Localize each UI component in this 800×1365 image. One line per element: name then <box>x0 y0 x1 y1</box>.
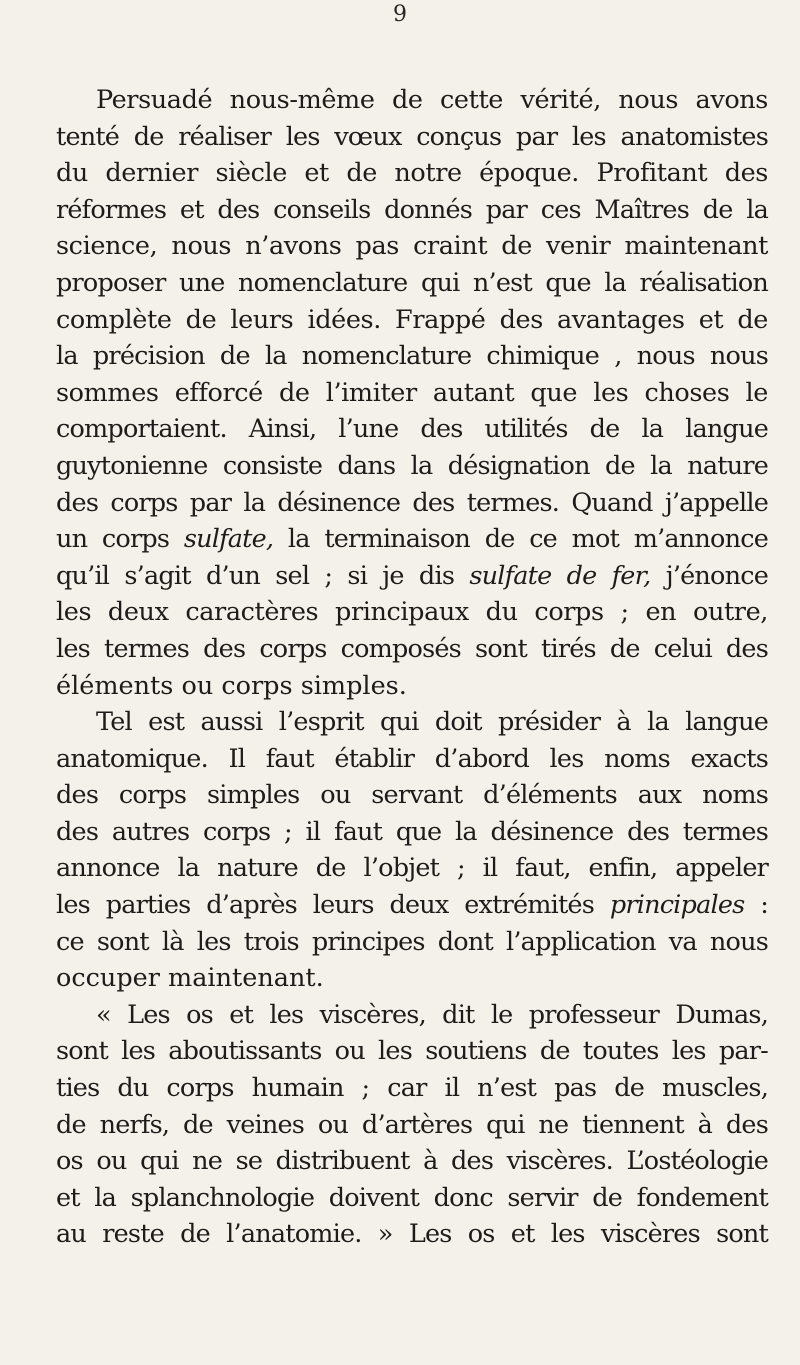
text-line: complète de leurs idées. Frappé des avantages et de <box>56 304 768 335</box>
page-number: 9 <box>393 2 407 27</box>
text-line: annonce la nature de l’objet ; il faut, enfin, appeler <box>56 853 768 884</box>
text-run: un corps <box>56 524 184 555</box>
text-run: la terminaison de ce mot m’annonce <box>273 524 768 555</box>
text-line: anatomique. Il faut établir d’abord les noms exacts <box>56 743 768 774</box>
text-line: guytonienne consiste dans la désignation de la nature <box>56 450 768 481</box>
text-line: éléments ou corps simples. <box>56 670 407 701</box>
text-line: du dernier siècle et de notre époque. Profitant des <box>56 158 768 189</box>
text-run: j’énonce <box>650 560 769 591</box>
text-line: des autres corps ; il faut que la désinence des termes <box>56 816 768 847</box>
text-run: qu’il s’agit d’un sel ; si je dis <box>56 560 470 591</box>
text-line <box>56 558 768 595</box>
text-line: science, nous n’avons pas craint de venir maintenant <box>56 231 768 262</box>
text-run: : <box>744 890 768 921</box>
text-line: sommes efforcé de l’imiter autant que les choses le <box>56 377 768 408</box>
text-line <box>56 887 768 924</box>
text-line <box>56 521 768 558</box>
text-line: comportaient. Ainsi, l’une des utilités de la langue <box>56 414 768 445</box>
text-line: sont les aboutissants ou les soutiens de toutes les par- <box>56 1036 768 1067</box>
text-line: des corps simples ou servant d’éléments aux noms <box>56 780 768 811</box>
italic-term: sulfate, <box>183 524 274 555</box>
body-text <box>56 82 768 1253</box>
text-line: ce sont là les trois principes dont l’application va nous <box>56 926 768 957</box>
text-line: les deux caractères principaux du corps ; en outre, <box>56 597 768 628</box>
text-run: les parties d’après leurs deux extrémités <box>56 890 610 921</box>
italic-term: principales <box>609 890 745 921</box>
text-line: et la splanchnologie doivent donc servir de fondement <box>56 1182 768 1213</box>
text-line: « Les os et les viscères, dit le professeur Dumas, <box>96 999 768 1030</box>
text-line: os ou qui ne se distribuent à des viscères. L’ostéologie <box>56 1146 768 1177</box>
text-line: réformes et des conseils donnés par ces Maîtres de la <box>56 194 768 225</box>
text-line: occuper maintenant. <box>56 963 324 994</box>
text-line: la précision de la nomenclature chimique , nous nous <box>56 341 768 372</box>
italic-term: sulfate de fer, <box>469 560 651 591</box>
text-line: proposer une nomenclature qui n’est que la réalisation <box>56 267 768 298</box>
text-line: Tel est aussi l’esprit qui doit présider à la langue <box>96 707 768 738</box>
text-line: Persuadé nous-même de cette vérité, nous avons <box>96 85 768 115</box>
text-line: tenté de réaliser les vœux conçus par les anatomistes <box>56 121 768 152</box>
text-line: ties du corps humain ; car il n’est pas de muscles, <box>56 1073 768 1104</box>
text-line: les termes des corps composés sont tirés de celui des <box>56 633 768 664</box>
text-line: au reste de l’anatomie. » Les os et les viscères sont <box>56 1219 768 1250</box>
text-line: des corps par la désinence des termes. Quand j’appelle <box>56 487 768 518</box>
text-line: de nerfs, de veines ou d’artères qui ne tiennent à des <box>56 1109 768 1140</box>
